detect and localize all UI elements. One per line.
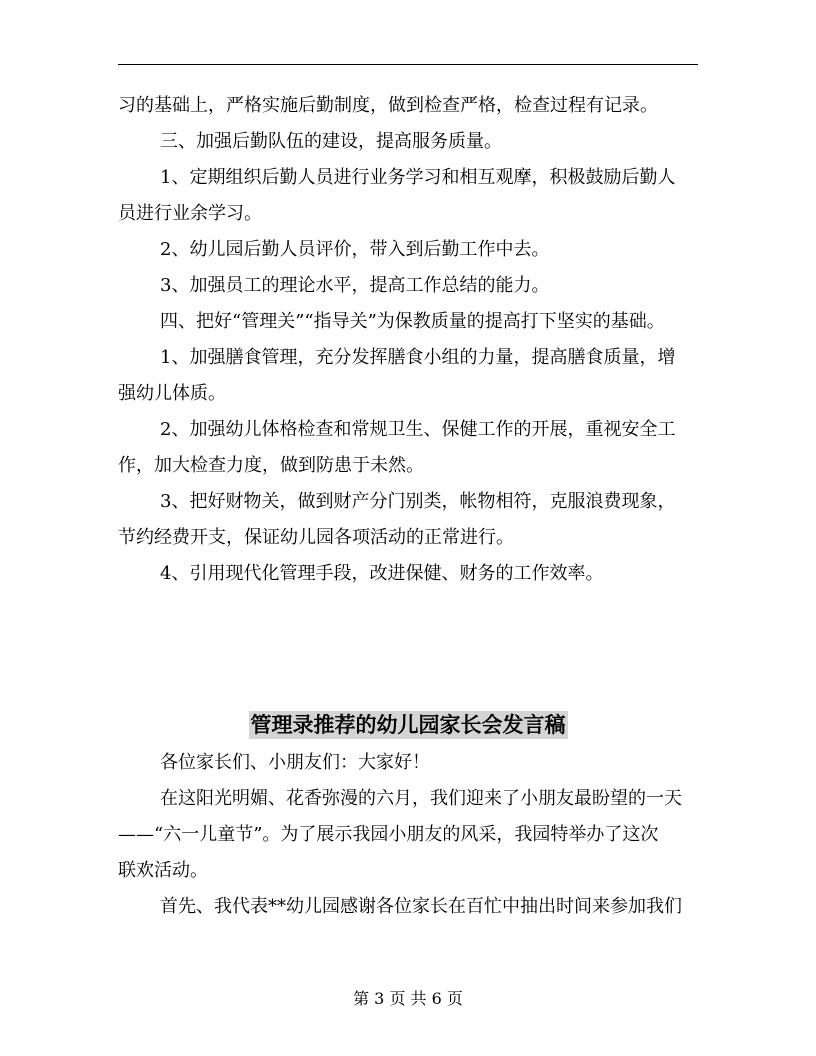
section-gap	[118, 592, 698, 705]
text-line: 作，加大检查力度，做到防患于未然。	[118, 455, 424, 476]
text-line: ——“六一儿童节”。为了展示我园小朋友的风采，我园特举办了这次	[118, 824, 659, 845]
section-title-wrap	[118, 705, 698, 745]
paragraphs-before-title	[118, 88, 698, 592]
text-line: 1、定期组织后勤人员进行业务学习和相互观摩，积极鼓励后勤人	[160, 167, 676, 188]
text-line: 4、引用现代化管理手段，改进保健、财务的工作效率。	[160, 563, 604, 584]
header-rule	[118, 64, 698, 65]
text-line: 首先、我代表**幼儿园感谢各位家长在百忙中抽出时间来参加我们	[160, 896, 682, 917]
text-line: 习的基础上，严格实施后勤制度，做到检查严格，检查过程有记录。	[118, 95, 658, 116]
text-line: 2、幼儿园后勤人员评价，带入到后勤工作中去。	[160, 239, 550, 260]
text-line: 三、加强后勤队伍的建设，提高服务质量。	[160, 131, 502, 152]
section-title: 管理录推荐的幼儿园家长会发言稿	[250, 713, 566, 737]
text-line: 节约经费开支，保证幼儿园各项活动的正常进行。	[118, 527, 514, 548]
text-line: 四、把好“管理关”“指导关”为保教质量的提高打下坚实的基础。	[160, 311, 665, 332]
text-line: 各位家长们、小朋友们：大家好！	[160, 752, 430, 773]
text-line: 联欢活动。	[118, 860, 208, 881]
text-line: 员进行业余学习。	[118, 203, 262, 224]
text-line: 1、加强膳食管理，充分发挥膳食小组的力量，提高膳食质量，增	[160, 347, 676, 368]
text-line: 3、把好财物关，做到财产分门别类，帐物相符，克服浪费现象，	[160, 491, 676, 512]
text-line: 在这阳光明媚、花香弥漫的六月，我们迎来了小朋友最盼望的一天	[160, 788, 682, 809]
paragraphs-after-title	[118, 745, 698, 925]
text-line: 2、加强幼儿体格检查和常规卫生、保健工作的开展，重视安全工	[160, 419, 676, 440]
page-footer: 第 3 页 共 6 页	[353, 989, 463, 1008]
text-line: 3、加强员工的理论水平，提高工作总结的能力。	[160, 275, 550, 296]
document-body	[118, 88, 698, 925]
text-line: 强幼儿体质。	[118, 383, 226, 404]
